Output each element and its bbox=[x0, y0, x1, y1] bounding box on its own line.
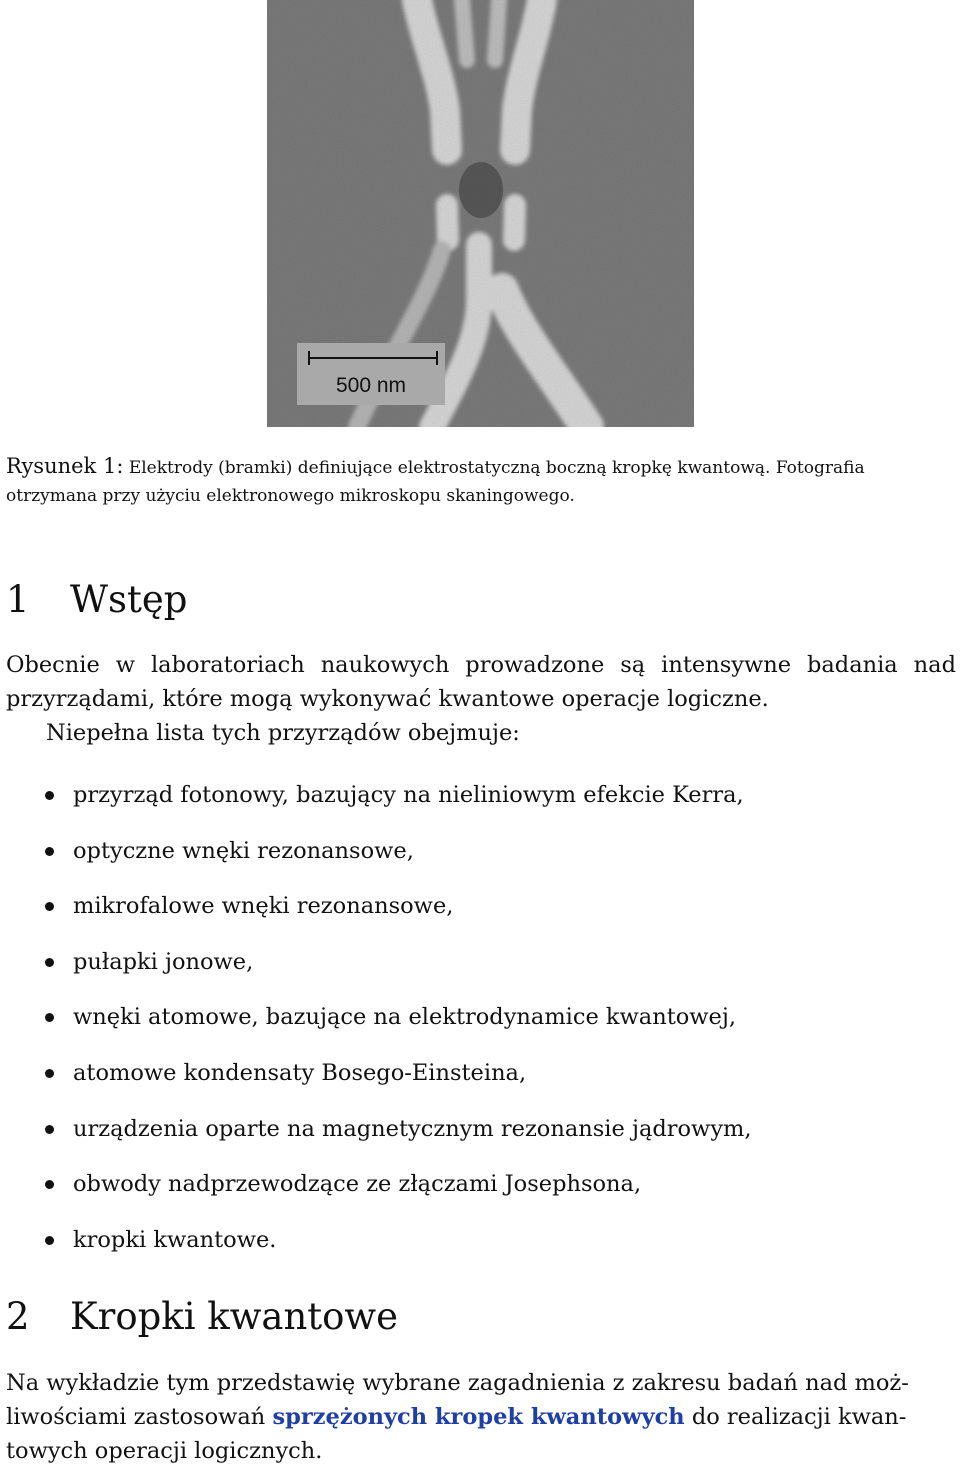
bullet-icon bbox=[45, 902, 54, 911]
paragraph-line: Niepełna lista tych przyrządów obejmuje: bbox=[46, 720, 520, 746]
section-2-number: 2 bbox=[6, 1295, 30, 1338]
bullet-icon bbox=[45, 1180, 54, 1189]
paragraph-line: Na wykładzie tym przedstawię wybrane zagadnienia z zakresu badań nad moż- bbox=[6, 1370, 909, 1396]
list-item-text: atomowe kondensaty Bosego-Einsteina, bbox=[73, 1059, 527, 1086]
bullet-icon bbox=[45, 1013, 54, 1022]
list-item-text: przyrząd fotonowy, bazujący na nieliniowym efekcie Kerra, bbox=[73, 782, 744, 808]
bullet-icon bbox=[45, 958, 54, 967]
paragraph-line: liwościami zastosowań bbox=[6, 1404, 266, 1430]
paragraph-line: Obecnie w laboratoriach naukowych prowadzone są intensywne badania nad bbox=[6, 652, 956, 678]
sem-micrograph-icon bbox=[267, 0, 694, 427]
list-item-text: urządzenia oparte na magnetycznym rezonansie jądrowym, bbox=[73, 1115, 752, 1142]
list-item-text: pułapki jonowe, bbox=[73, 948, 254, 975]
figure-caption bbox=[6, 452, 956, 510]
scale-bar-label: 500 nm bbox=[335, 374, 407, 397]
paragraph-line: przyrządami, które mogą wykonywać kwantowe operacje logiczne. bbox=[6, 686, 769, 712]
list-item-text: optyczne wnęki rezonansowe, bbox=[73, 837, 414, 864]
list-item bbox=[0, 1050, 960, 1106]
list-item bbox=[0, 1106, 960, 1162]
paragraph-line: do realizacji kwan- bbox=[691, 1404, 907, 1430]
section-2-paragraph bbox=[6, 1366, 956, 1468]
section-1-paragraph bbox=[6, 648, 956, 750]
list-item-text: obwody nadprzewodzące ze złączami Josephsona, bbox=[73, 1171, 642, 1198]
bullet-icon bbox=[45, 847, 54, 856]
list-item bbox=[0, 1161, 960, 1217]
device-list bbox=[0, 772, 960, 1272]
list-item-text: kropki kwantowe. bbox=[73, 1226, 277, 1253]
bullet-icon bbox=[45, 1069, 54, 1078]
list-item bbox=[0, 939, 960, 995]
coupled-quantum-dots-link[interactable]: sprzężonych kropek kwantowych bbox=[272, 1404, 685, 1430]
list-item bbox=[0, 1217, 960, 1273]
section-2-heading bbox=[6, 1295, 398, 1339]
section-1-number: 1 bbox=[6, 578, 30, 621]
section-1-heading bbox=[6, 578, 187, 622]
section-1-title: Wstęp bbox=[70, 578, 188, 621]
list-item-text: mikrofalowe wnęki rezonansowe, bbox=[73, 893, 454, 920]
bullet-icon bbox=[45, 1125, 54, 1134]
section-2-title: Kropki kwantowe bbox=[70, 1295, 398, 1338]
list-item bbox=[0, 883, 960, 939]
paragraph-line: towych operacji logicznych. bbox=[6, 1438, 323, 1464]
bullet-icon bbox=[45, 791, 54, 800]
list-item-text: wnęki atomowe, bazujące na elektrodynamice kwantowej, bbox=[73, 1004, 737, 1031]
list-item bbox=[0, 772, 960, 828]
caption-label: Rysunek 1: bbox=[6, 454, 124, 478]
sem-micrograph-figure bbox=[267, 0, 694, 427]
list-item bbox=[0, 828, 960, 884]
caption-text: Elektrody (bramki) definiujące elektrostatyczną boczną kropkę kwantową. Fotografia otrzymana przy użyciu elektronowego mikroskopu skaningowego. bbox=[6, 458, 865, 506]
bullet-icon bbox=[45, 1236, 54, 1245]
list-item bbox=[0, 994, 960, 1050]
